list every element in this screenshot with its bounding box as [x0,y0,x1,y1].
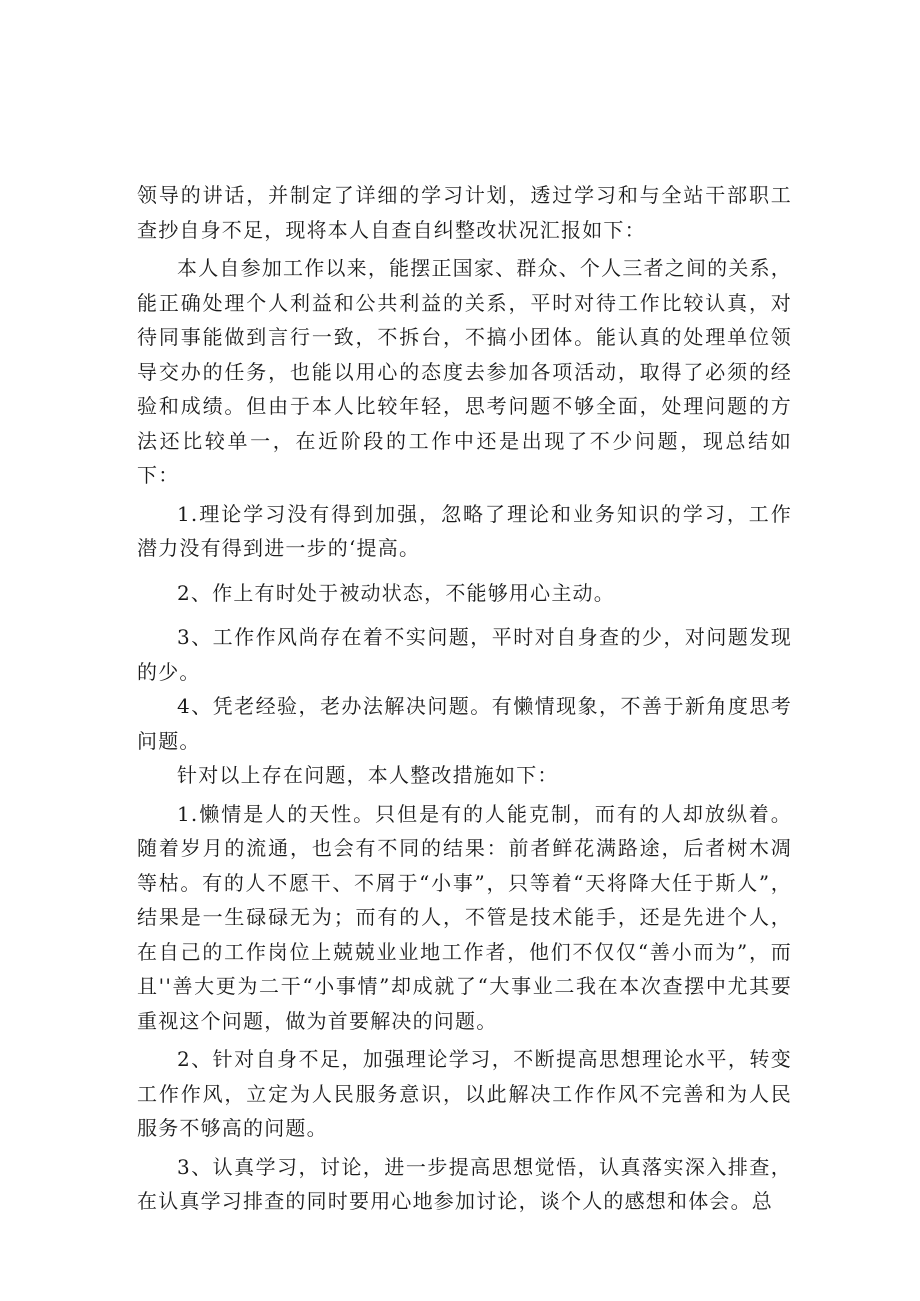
paragraph-measure-2: 2、针对自身不足，加强理论学习，不断提高思想理论水平，转变工作作风，立定为人民服务意识，以此解决工作作风不完善和为人民服务不够高的问题。 [137,1047,792,1140]
paragraph-self-assessment: 本人自参加工作以来，能摆正国家、群众、个人三者之间的关系，能正确处理个人利益和公共利益的关系，平时对待工作比较认真，对待同事能做到言行一致，不拆台，不搞小团体。能认真的处理单位领导交办的任务，也能以用心的态度去参加各项活动，取得了必须的经验和成绩。但由于本人比较年轻，思考问题不够全面，处理问题的方法还比较单一，在近阶段的工作中还是出现了不少问题，现总结如下： [137,256,792,487]
paragraph-measures-heading: 针对以上存在问题，本人整改措施如下： [177,763,559,787]
paragraph-intro-continuation: 领导的讲话，并制定了详细的学习计划，透过学习和与全站干部职工查抄自身不足，现将本人自查自纠整改状况汇报如下： [137,183,792,242]
paragraph-problem-2: 2、作上有时处于被动状态，不能够用心主动。 [177,580,615,605]
paragraph-problem-1: 1.理论学习没有得到加强，忽略了理论和业务知识的学习，工作潜力没有得到进一步的‘提高。 [137,501,792,560]
paragraph-measure-1: 1.懒情是人的天性。只但是有的人能克制，而有的人却放纵着。随着岁月的流通，也会有不同的结果：前者鲜花满路途，后者树木凋等枯。有的人不愿干、不屑于“小事”，只等着“天将降大任于斯人”，结果是一生碌碌无为；而有的人，不管是技术能手，还是先进个人，在自己的工作岗位上兢兢业业地工作者，他们不仅仅“善小而为”，而且''善大更为二干“小事情”却成就了“大事业二我在本次查摆中尤其要重视这个问题，做为首要解决的问题。 [137,801,792,1033]
paragraph-measure-3: 3、认真学习，讨论，进一步提高思想觉悟，认真落实深入排查，在认真学习排查的同时要用心地参加讨论，谈个人的感想和体会。总 [137,1154,792,1213]
document-body [137,178,792,1219]
paragraph-problem-4: 4、凭老经验，老办法解决问题。有懒情现象，不善于新角度思考问题。 [137,694,792,753]
paragraph-problem-3: 3、工作作风尚存在着不实问题，平时对自身查的少，对问题发现的少。 [137,625,792,684]
